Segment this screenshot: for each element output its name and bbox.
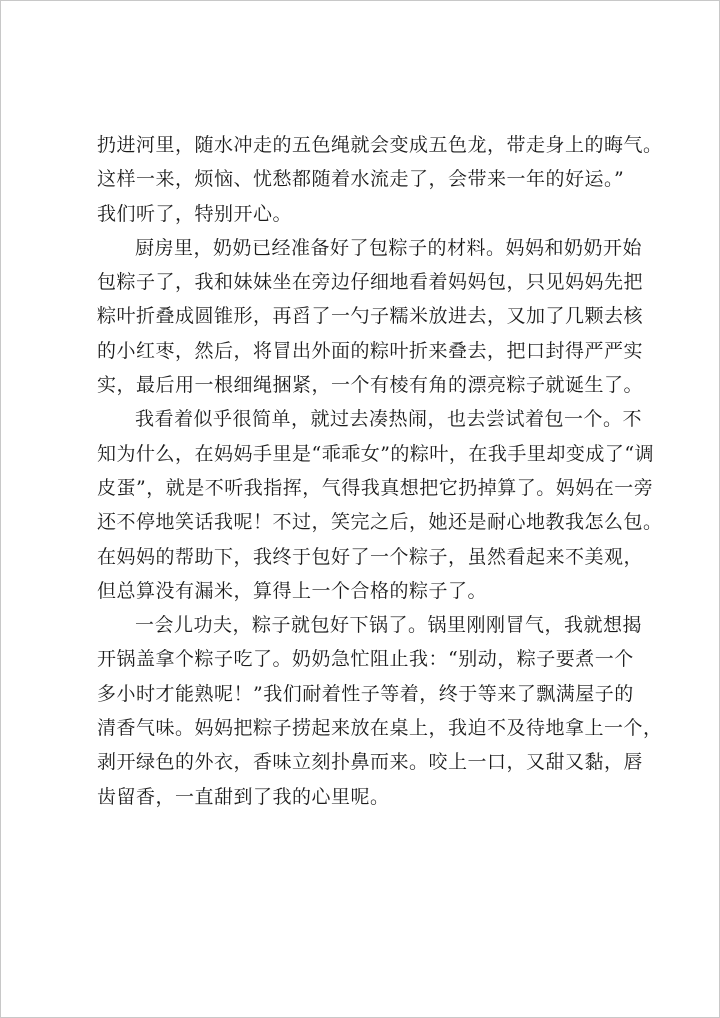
text-line: 多小时才能熟呢！”我们耐着性子等着，终于等来了飘满屋子的: [97, 682, 634, 705]
text-line: 我们听了，特别开心。: [97, 202, 293, 225]
text-line: 扔进河里，随水冲走的五色绳就会变成五色龙，带走身上的晦气。: [97, 134, 663, 156]
paragraph-first-line: 厨房里，奶奶已经准备好了包粽子的材料。妈妈和奶奶开始: [135, 236, 643, 259]
text-line: 的小红枣，然后，将冒出外面的粽叶折来叠去，把口封得严严实: [97, 339, 644, 362]
paragraph-first-line: 我看着似乎很简单，就过去凑热闹，也去尝试着包一个。不: [135, 408, 643, 431]
text-line: 包粽子了，我和妹妹坐在旁边仔细地看着妈妈包，只见妈妈先把: [97, 271, 644, 294]
text-line: 开锅盖拿个粽子吃了。奶奶急忙阻止我：“别动，粽子要煮一个: [97, 648, 634, 671]
text-line: 但总算没有漏米，算得上一个合格的粽子了。: [97, 579, 488, 602]
text-line: 清香气味。妈妈把粽子捞起来放在桌上，我迫不及待地拿上一个，: [97, 717, 663, 740]
text-line: 知为什么，在妈妈手里是“乖乖女”的粽叶，在我手里却变成了“调: [97, 442, 655, 465]
paragraph-first-line: 一会儿功夫，粽子就包好下锅了。锅里刚刚冒气，我就想揭: [135, 614, 643, 637]
text-line: 皮蛋”，就是不听我指挥，气得我真想把它扔掉算了。妈妈在一旁: [97, 476, 654, 499]
body-text: [97, 128, 667, 814]
text-line: 实，最后用一根细绳捆紧，一个有棱有角的漂亮粽子就诞生了。: [97, 374, 644, 397]
text-line: 剥开绿色的外衣，香味立刻扑鼻而来。咬上一口，又甜又黏，唇: [97, 751, 644, 774]
text-line: 齿留香，一直甜到了我的心里呢。: [97, 785, 390, 808]
text-line: 粽叶折叠成圆锥形，再舀了一勺子糯米放进去，又加了几颗去核: [97, 305, 644, 328]
text-line: 在妈妈的帮助下，我终于包好了一个粽子，虽然看起来不美观，: [97, 545, 644, 568]
text-line: 还不停地笑话我呢！不过，笑完之后，她还是耐心地教我怎么包。: [97, 511, 663, 534]
text-line: 这样一来，烦恼、忧愁都随着水流走了，会带来一年的好运。”: [97, 168, 625, 191]
